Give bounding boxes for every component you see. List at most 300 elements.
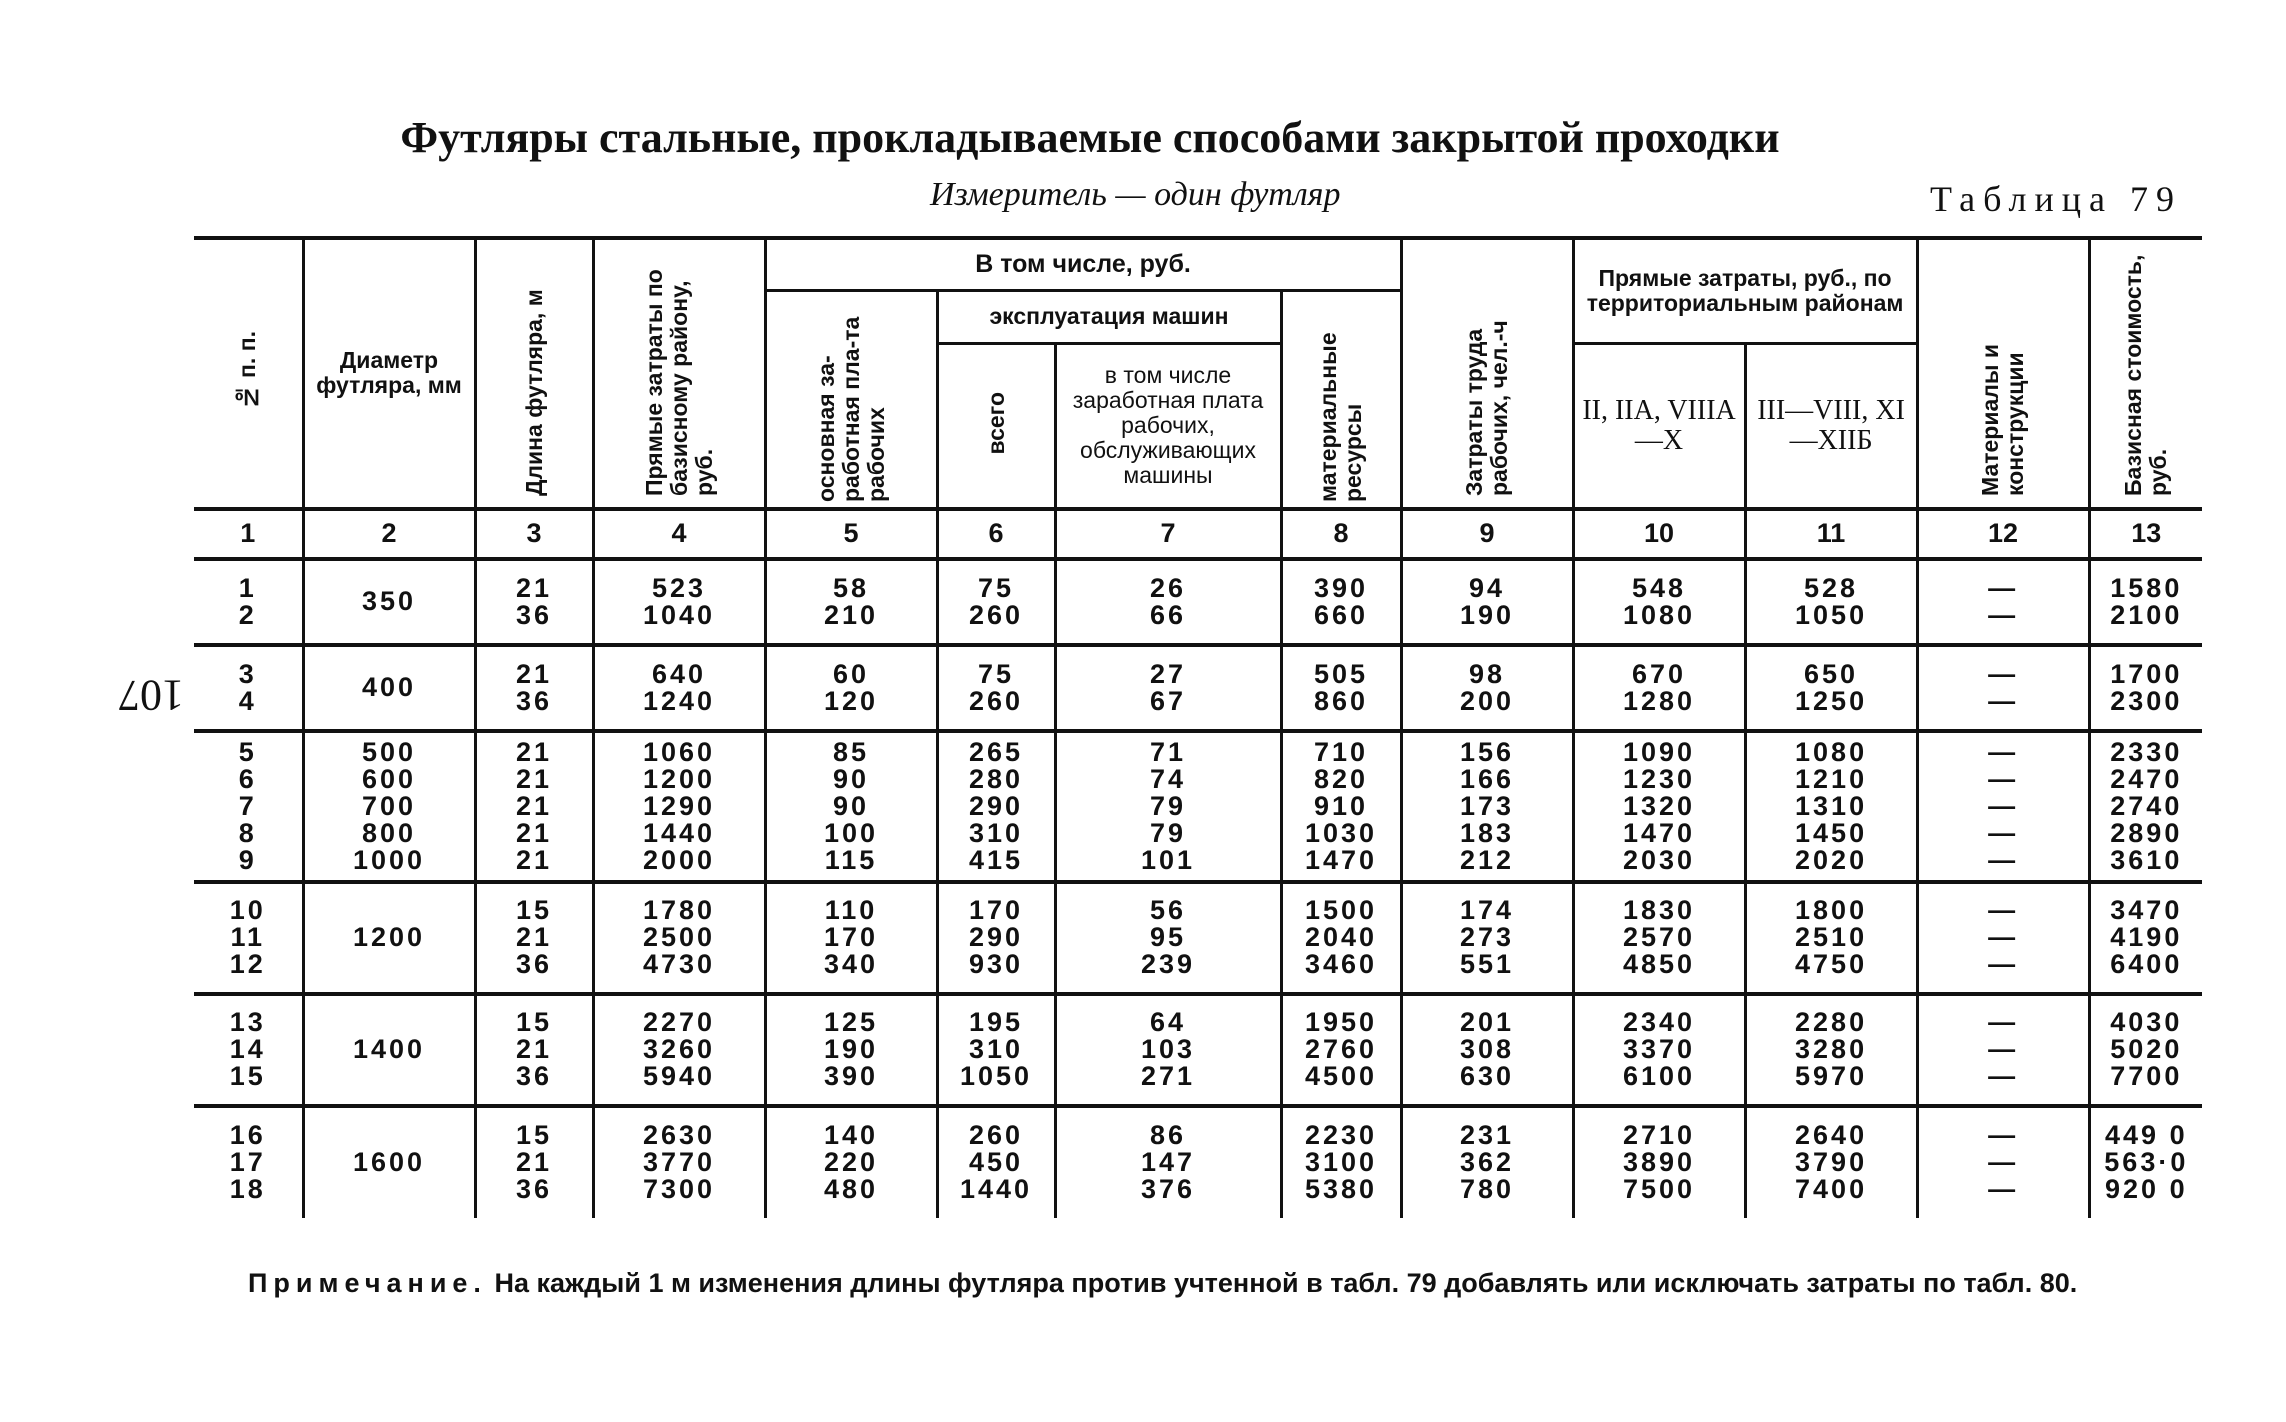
cell-wage [765, 882, 937, 994]
cell-value: 36 [515, 949, 553, 979]
cell-value: 15 [515, 895, 553, 925]
cell-value: 1310 [1795, 790, 1868, 821]
cell-value: 7700 [2110, 1061, 2183, 1091]
cell-matres [1281, 731, 1401, 882]
cell-value: 86 [1149, 1120, 1187, 1150]
cell-value: 1470 [1623, 817, 1696, 848]
cell-mat [1917, 882, 2089, 994]
cell-r2 [1745, 559, 1917, 645]
cell-mwage [1055, 731, 1281, 882]
cell-value: 74 [1149, 763, 1187, 794]
cell-value: — [1988, 572, 2019, 603]
cell-value: 2280 [1795, 1007, 1868, 1037]
column-number: 10 [1573, 509, 1745, 559]
cell-matres [1281, 645, 1401, 731]
cell-value: 7400 [1795, 1174, 1868, 1204]
cell-value: 125 [823, 1007, 879, 1037]
cell-value: 79 [1149, 790, 1187, 821]
cell-value: 3890 [1623, 1147, 1696, 1177]
cell-value: 4 [238, 685, 257, 716]
cell-value: 650 [1804, 658, 1859, 689]
cell-value: 415 [968, 844, 1024, 875]
cell-value: 8 [238, 817, 257, 848]
table-row [194, 882, 2202, 994]
cell-value: 2500 [642, 922, 716, 952]
cell-value: 2330 [2110, 736, 2183, 767]
cell-wage [765, 994, 937, 1106]
cell-len [475, 731, 593, 882]
cell-value: 1050 [959, 1061, 1033, 1091]
cell-value: 1230 [1623, 763, 1696, 794]
cell-total [937, 882, 1055, 994]
cell-value: 500 [361, 736, 417, 767]
cell-value: 376 [1140, 1174, 1196, 1204]
column-number: 8 [1281, 509, 1401, 559]
cell-value: 930 [968, 949, 1024, 979]
cell-value: 860 [1313, 685, 1369, 716]
note-label: Примечание. [248, 1268, 487, 1298]
col-header-direct-costs: Прямые затраты по базисному району, руб. [593, 238, 765, 509]
cell-diam: 1200 [303, 882, 475, 994]
cell-value: 95 [1149, 922, 1187, 952]
cell-value: 563·0 [2104, 1147, 2189, 1177]
cell-value: 1030 [1304, 817, 1378, 848]
cell-value: 71 [1149, 736, 1187, 767]
column-number: 5 [765, 509, 937, 559]
column-number: 2 [303, 509, 475, 559]
cell-mwage [1055, 559, 1281, 645]
col-header-base-cost: Базисная стоимость, руб. [2089, 238, 2202, 509]
cell-value: 1830 [1623, 895, 1696, 925]
cell-total [937, 731, 1055, 882]
cell-value: 2030 [1623, 844, 1696, 875]
cell-value: 1780 [642, 895, 716, 925]
cell-value: — [1988, 658, 2019, 689]
cell-value: 98 [1469, 658, 1506, 689]
cell-base [2089, 1106, 2202, 1218]
cell-value: 1050 [1795, 599, 1868, 630]
cell-r1 [1573, 559, 1745, 645]
col-header-territorial: Прямые затраты, руб., по территориальным районам [1573, 238, 1917, 343]
cell-value: 1500 [1304, 895, 1378, 925]
cell-n [194, 559, 303, 645]
col-header-length: Длина футляра, м [475, 238, 593, 509]
column-number: 11 [1745, 509, 1917, 559]
cell-value: 820 [1313, 763, 1369, 794]
col-header-machines: эксплуатация машин [937, 290, 1281, 343]
cell-value: 3770 [642, 1147, 716, 1177]
cell-r1 [1573, 1106, 1745, 1218]
cell-diam: 1600 [303, 1106, 475, 1218]
cell-value: 548 [1632, 572, 1687, 603]
cell-value: 670 [1632, 658, 1687, 689]
cell-value: 260 [968, 685, 1024, 716]
cell-value: 2270 [642, 1007, 716, 1037]
cell-value: — [1988, 844, 2019, 875]
cell-value: 190 [823, 1034, 879, 1064]
cell-value: 1210 [1795, 763, 1868, 794]
cell-value: 173 [1460, 790, 1515, 821]
cell-value: 16 [229, 1120, 266, 1150]
cell-value: 5380 [1304, 1174, 1378, 1204]
cell-value: 115 [824, 844, 878, 875]
cell-direct [593, 559, 765, 645]
note-text: На каждый 1 м изменения длины футляра против учтенной в табл. 79 добавлять или исключать затраты по табл. 80. [494, 1268, 2078, 1298]
cell-value: 340 [823, 949, 879, 979]
cell-diam [303, 731, 475, 882]
cell-r1 [1573, 994, 1745, 1106]
cell-value: — [1988, 763, 2019, 794]
cell-value: 231 [1460, 1120, 1515, 1150]
column-number: 1 [194, 509, 303, 559]
cell-value: 1 [238, 572, 257, 603]
cell-value: 4750 [1795, 949, 1868, 979]
cell-value: 1200 [642, 763, 716, 794]
cell-wage [765, 1106, 937, 1218]
cell-value: — [1988, 1120, 2019, 1150]
cell-value: 156 [1460, 736, 1515, 767]
cell-value: 290 [968, 922, 1024, 952]
cell-matres [1281, 559, 1401, 645]
cell-len [475, 559, 593, 645]
cell-value: 449 0 [2105, 1120, 2188, 1150]
cell-value: — [1988, 922, 2019, 952]
cell-value: 21 [515, 572, 553, 603]
cell-labor [1401, 731, 1573, 882]
cell-value: 450 [968, 1147, 1024, 1177]
cell-n [194, 645, 303, 731]
cell-value: — [1988, 1007, 2019, 1037]
cell-value: 2230 [1304, 1120, 1378, 1150]
col-header-materials: Материалы и конструкции [1917, 238, 2089, 509]
cell-value: 600 [361, 763, 417, 794]
cell-base [2089, 882, 2202, 994]
cell-value: 190 [1460, 599, 1515, 630]
cell-value: 265 [968, 736, 1024, 767]
row-group [194, 559, 2202, 645]
row-group [194, 1106, 2202, 1218]
cell-value: 21 [515, 658, 553, 689]
column-numbers-row [194, 509, 2202, 559]
cell-value: 362 [1460, 1147, 1515, 1177]
cell-value: 2740 [2110, 790, 2183, 821]
cell-mwage [1055, 1106, 1281, 1218]
cell-value: 2640 [1795, 1120, 1868, 1150]
cell-value: 58 [832, 572, 870, 603]
cell-value: 10 [229, 895, 266, 925]
cell-value: 2000 [642, 844, 716, 875]
cell-value: 90 [832, 790, 870, 821]
cell-value: 1700 [2110, 658, 2183, 689]
cell-n [194, 1106, 303, 1218]
cell-r2 [1745, 731, 1917, 882]
cell-value: 220 [823, 1147, 879, 1177]
cell-value: 1240 [642, 685, 716, 716]
cell-value: 1580 [2110, 572, 2183, 603]
cell-value: 200 [1460, 685, 1515, 716]
cell-value: 6400 [2110, 949, 2183, 979]
column-number: 12 [1917, 509, 2089, 559]
cell-value: — [1988, 736, 2019, 767]
cell-value: 800 [361, 817, 417, 848]
cell-value: 1450 [1795, 817, 1868, 848]
cell-value: 551 [1460, 949, 1515, 979]
cell-r1 [1573, 731, 1745, 882]
cell-direct [593, 994, 765, 1106]
column-number: 3 [475, 509, 593, 559]
col-header-labor: Затраты труда рабочих, чел.-ч [1401, 238, 1573, 509]
cell-value: 15 [515, 1007, 553, 1037]
cell-value: 239 [1140, 949, 1196, 979]
cell-value: 2710 [1623, 1120, 1696, 1150]
cell-value: — [1988, 895, 2019, 925]
cell-value: 2630 [642, 1120, 716, 1150]
cell-value: 21 [515, 790, 553, 821]
cell-value: 3 [238, 658, 257, 689]
cell-labor [1401, 882, 1573, 994]
cell-value: 13 [229, 1007, 266, 1037]
cell-r2 [1745, 882, 1917, 994]
cell-value: 3260 [642, 1034, 716, 1064]
cell-len [475, 645, 593, 731]
col-header-n: № п. п. [194, 238, 303, 509]
cell-value: 1800 [1795, 895, 1868, 925]
cell-value: 26 [1149, 572, 1187, 603]
cell-value: 4190 [2110, 922, 2183, 952]
cell-value: — [1988, 1034, 2019, 1064]
cell-value: 4730 [642, 949, 716, 979]
row-group [194, 645, 2202, 731]
unit-caption: Измеритель — один футляр [930, 176, 1341, 213]
cell-value: 280 [968, 763, 1024, 794]
col-header-region-1: II, IIA, VIIIA—X [1573, 343, 1745, 508]
cell-value: 3370 [1623, 1034, 1696, 1064]
cell-value: 85 [832, 736, 870, 767]
col-header-machine-wage: в том числе заработная плата рабочих, обслуживающих машины [1055, 343, 1281, 508]
cell-n [194, 994, 303, 1106]
cell-value: 1290 [642, 790, 716, 821]
cell-value: 110 [824, 895, 878, 925]
cell-diam: 350 [303, 559, 475, 645]
cell-value: 212 [1460, 844, 1515, 875]
cell-base [2089, 645, 2202, 731]
cell-value: 7300 [642, 1174, 716, 1204]
cell-value: — [1988, 1061, 2019, 1091]
cell-value: 273 [1460, 922, 1515, 952]
cell-value: 2100 [2110, 599, 2183, 630]
table-row [194, 1106, 2202, 1218]
col-header-material-resources: материальные ресурсы [1281, 290, 1401, 509]
cell-value: 18 [229, 1174, 266, 1204]
cell-mwage [1055, 994, 1281, 1106]
cell-value: 67 [1149, 685, 1187, 716]
page-title: Футляры стальные, прокладываемые способами закрытой проходки [400, 113, 1780, 162]
cell-value: 21 [515, 922, 553, 952]
cell-value: 4850 [1623, 949, 1696, 979]
cell-value: 780 [1460, 1174, 1515, 1204]
col-header-region-2: III—VIII, XI—XIIБ [1745, 343, 1917, 508]
cell-value: 12 [229, 949, 266, 979]
cell-total [937, 994, 1055, 1106]
cell-value: 2340 [1623, 1007, 1696, 1037]
cell-value: 64 [1149, 1007, 1187, 1037]
cell-mat [1917, 559, 2089, 645]
cell-n [194, 882, 303, 994]
cell-r1 [1573, 645, 1745, 731]
cell-value: — [1988, 1147, 2019, 1177]
cell-len [475, 1106, 593, 1218]
cell-value: 3280 [1795, 1034, 1868, 1064]
cell-base [2089, 731, 2202, 882]
cell-value: 66 [1149, 599, 1187, 630]
cell-direct [593, 882, 765, 994]
row-group [194, 731, 2202, 882]
cell-base [2089, 994, 2202, 1106]
cell-value: 260 [968, 599, 1024, 630]
cell-value: — [1988, 1174, 2019, 1204]
cell-value: 5020 [2110, 1034, 2183, 1064]
cell-mat [1917, 731, 2089, 882]
cell-mat [1917, 645, 2089, 731]
cell-value: 271 [1140, 1061, 1196, 1091]
cell-direct [593, 731, 765, 882]
cell-value: 5970 [1795, 1061, 1868, 1091]
cell-value: 6100 [1623, 1061, 1696, 1091]
cost-table [194, 236, 2202, 1218]
cell-value: 15 [515, 1120, 553, 1150]
cell-wage [765, 645, 937, 731]
col-header-including: В том числе, руб. [765, 238, 1401, 290]
cell-mwage [1055, 882, 1281, 994]
cell-value: 27 [1149, 658, 1187, 689]
cell-value: 2 [238, 599, 257, 630]
cell-diam: 400 [303, 645, 475, 731]
row-group [194, 882, 2202, 994]
cell-value: 4500 [1304, 1061, 1378, 1091]
cell-labor [1401, 645, 1573, 731]
cell-labor [1401, 1106, 1573, 1218]
cell-value: 1440 [959, 1174, 1033, 1204]
cell-value: 308 [1460, 1034, 1515, 1064]
cell-value: 21 [515, 763, 553, 794]
column-number: 4 [593, 509, 765, 559]
cell-value: 1060 [642, 736, 716, 767]
cell-value: 60 [832, 658, 870, 689]
cell-value: 36 [515, 1174, 553, 1204]
cell-value: 75 [977, 572, 1015, 603]
cell-value: 7500 [1623, 1174, 1696, 1204]
cell-value: 183 [1460, 817, 1515, 848]
cell-value: 90 [832, 763, 870, 794]
cell-value: 1950 [1304, 1007, 1378, 1037]
table-row [194, 559, 2202, 645]
cell-wage [765, 731, 937, 882]
cell-value: 195 [968, 1007, 1024, 1037]
cell-mwage [1055, 645, 1281, 731]
cell-mat [1917, 994, 2089, 1106]
table-note [248, 1268, 2077, 1299]
cell-value: 3790 [1795, 1147, 1868, 1177]
cell-total [937, 1106, 1055, 1218]
cell-r2 [1745, 645, 1917, 731]
cell-value: 2570 [1623, 922, 1696, 952]
cell-value: 6 [238, 763, 257, 794]
table-row [194, 645, 2202, 731]
cell-value: 1080 [1795, 736, 1868, 767]
cell-value: 79 [1149, 817, 1187, 848]
cell-value: — [1988, 817, 2019, 848]
cell-value: 2510 [1795, 922, 1868, 952]
cell-value: 21 [515, 1034, 553, 1064]
cell-value: 1280 [1623, 685, 1696, 716]
cell-value: 201 [1460, 1007, 1515, 1037]
cell-value: 21 [515, 844, 553, 875]
col-header-diameter: Диаметр футляра, мм [303, 238, 475, 509]
column-number: 13 [2089, 509, 2202, 559]
cell-value: 1080 [1623, 599, 1696, 630]
cell-value: — [1988, 685, 2019, 716]
cell-value: 1090 [1623, 736, 1696, 767]
cell-diam: 1400 [303, 994, 475, 1106]
cell-n [194, 731, 303, 882]
cell-value: 390 [823, 1061, 879, 1091]
cell-value: 56 [1149, 895, 1187, 925]
cell-value: 660 [1313, 599, 1369, 630]
cell-value: 2040 [1304, 922, 1378, 952]
cell-value: 36 [515, 599, 553, 630]
cell-value: 21 [515, 736, 553, 767]
cell-value: 7 [238, 790, 257, 821]
cell-direct [593, 1106, 765, 1218]
cell-value: — [1988, 790, 2019, 821]
cell-mat [1917, 1106, 2089, 1218]
cell-value: 2300 [2110, 685, 2183, 716]
cell-value: 1040 [642, 599, 716, 630]
cell-value: 120 [823, 685, 879, 716]
column-number: 6 [937, 509, 1055, 559]
table-row [194, 994, 2202, 1106]
cell-matres [1281, 994, 1401, 1106]
cell-value: 1250 [1795, 685, 1868, 716]
cell-value: 2470 [2110, 763, 2183, 794]
cell-value: 75 [977, 658, 1015, 689]
cell-value: 9 [238, 844, 257, 875]
cell-value: 4030 [2110, 1007, 2183, 1037]
cell-value: — [1988, 599, 2019, 630]
cell-value: 1440 [642, 817, 716, 848]
cell-value: 36 [515, 1061, 553, 1091]
cell-len [475, 882, 593, 994]
cell-value: 210 [823, 599, 879, 630]
cell-value: 103 [1140, 1034, 1196, 1064]
cell-value: 630 [1460, 1061, 1515, 1091]
cell-labor [1401, 559, 1573, 645]
cell-value: 3100 [1304, 1147, 1378, 1177]
cell-value: 21 [515, 817, 553, 848]
column-number: 7 [1055, 509, 1281, 559]
cell-value: 2760 [1304, 1034, 1378, 1064]
cell-value: 640 [651, 658, 707, 689]
cell-value: 505 [1313, 658, 1369, 689]
cell-value: 310 [968, 817, 1024, 848]
table-row [194, 731, 2202, 882]
cell-value: 2020 [1795, 844, 1868, 875]
cell-value: 710 [1313, 736, 1369, 767]
cell-value: 174 [1460, 895, 1515, 925]
cell-base [2089, 559, 2202, 645]
cell-total [937, 559, 1055, 645]
cell-value: — [1988, 949, 2019, 979]
